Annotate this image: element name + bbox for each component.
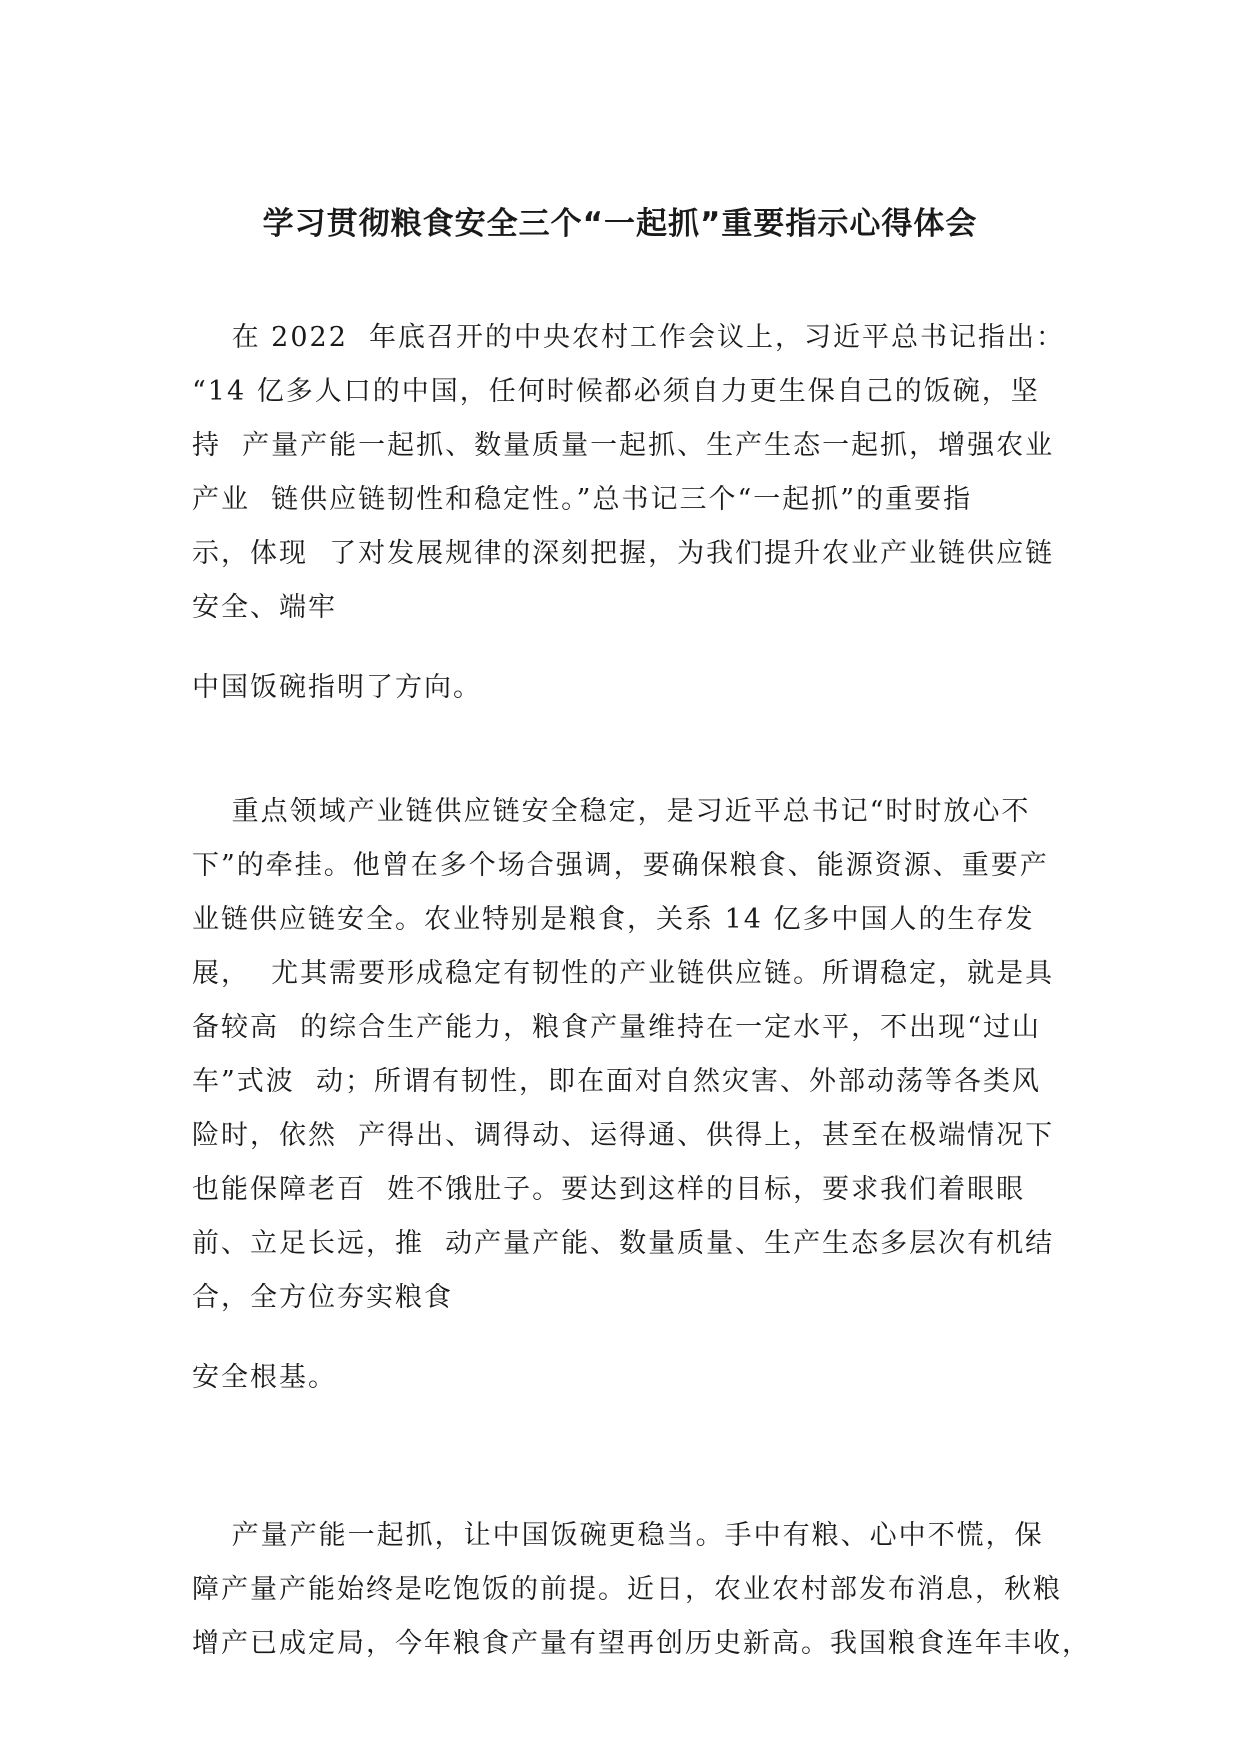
paragraph-2-line: 备较高 的综合生产能力，粮食产量维持在一定水平，不出现“过山 bbox=[192, 1012, 1041, 1043]
paragraph-2-line: 前、立足长远，推 动产量产能、数量质量、生产生态多层次有机结 bbox=[192, 1228, 1055, 1259]
paragraph-2-line: 也能保障老百 姓不饿肚子。要达到这样的目标，要求我们着眼眼 bbox=[192, 1174, 1026, 1205]
paragraph-1-line: 产业 链供应链韧性和稳定性。”总书记三个“一起抓”的重要指 bbox=[192, 484, 973, 515]
paragraph-1-line: 持 产量产能一起抓、数量质量一起抓、生产生态一起抓，增强农业 bbox=[192, 430, 1055, 461]
paragraph-3-line: 障产量产能始终是吃饱饭的前提。近日，农业农村部发布消息，秋粮 bbox=[192, 1574, 1062, 1605]
paragraph-3-line: 增产已成定局，今年粮食产量有望再创历史新高。我国粮食连年丰收， bbox=[192, 1628, 1091, 1659]
paragraph-1-tail: 中国饭碗指明了方向。 bbox=[192, 672, 482, 703]
paragraph-2-line: 车”式波 动；所谓有韧性，即在面对自然灾害、外部动荡等各类风 bbox=[192, 1066, 1041, 1097]
paragraph-2-line: 展， 尤其需要形成稳定有韧性的产业链供应链。所谓稳定，就是具 bbox=[192, 958, 1055, 989]
paragraph-1-line: 安全、端牢 bbox=[192, 592, 337, 623]
paragraph-1-line: 示，体现 了对发展规律的深刻把握，为我们提升农业产业链供应链 bbox=[192, 538, 1055, 569]
paragraph-1-line: 在 2022 年底召开的中央农村工作会议上，习近平总书记指出： bbox=[192, 322, 1066, 353]
paragraph-3-line: 产量产能一起抓，让中国饭碗更稳当。手中有粮、心中不慌，保 bbox=[192, 1520, 1044, 1551]
paragraph-2-line: 重点领域产业链供应链安全稳定，是习近平总书记“时时放心不 bbox=[192, 796, 1031, 827]
paragraph-2-tail: 安全根基。 bbox=[192, 1362, 337, 1393]
paragraph-2-line: 险时，依然 产得出、调得动、运得通、供得上，甚至在极端情况下 bbox=[192, 1120, 1055, 1151]
paragraph-2-line: 合，全方位夯实粮食 bbox=[192, 1282, 453, 1313]
paragraph-2-line: 业链供应链安全。农业特别是粮食，关系 14 亿多中国人的生存发 bbox=[192, 904, 1035, 935]
paragraph-2-line: 下”的牵挂。他曾在多个场合强调，要确保粮食、能源资源、重要产 bbox=[192, 850, 1049, 881]
document-title: 学习贯彻粮食安全三个“一起抓”重要指示心得体会 bbox=[262, 206, 978, 242]
paragraph-1-line: “14 亿多人口的中国，任何时候都必须自力更生保自己的饭碗，坚 bbox=[192, 376, 1040, 407]
